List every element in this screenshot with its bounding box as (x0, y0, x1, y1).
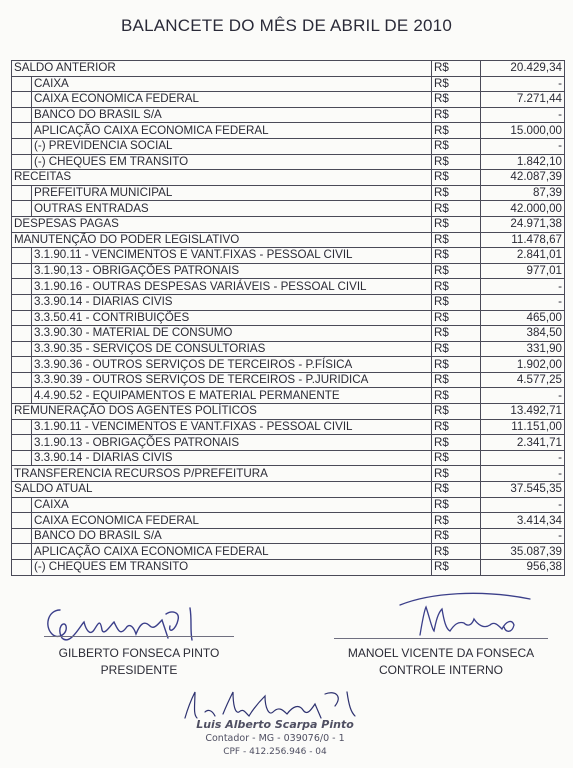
item-row (12, 419, 565, 435)
item-row (12, 341, 565, 357)
row-value: 4.577,25 (481, 372, 565, 388)
row-currency: R$ (432, 138, 481, 154)
row-label: SALDO ATUAL (12, 482, 432, 498)
row-label: PREFEITURA MUNICIPAL (32, 185, 432, 201)
row-indent (12, 201, 32, 217)
row-currency: R$ (432, 404, 481, 420)
row-label: 3.3.90.35 - SERVIÇOS DE CONSULTORIAS (32, 341, 432, 357)
row-label: APLICAÇÃO CAIXA ECONOMICA FEDERAL (32, 123, 432, 139)
row-label: SALDO ANTERIOR (12, 61, 432, 77)
president-role: PRESIDENTE (100, 663, 178, 677)
row-currency: R$ (432, 482, 481, 498)
row-currency: R$ (432, 372, 481, 388)
row-currency: R$ (432, 544, 481, 560)
item-row (12, 372, 565, 388)
section-row (12, 404, 565, 420)
section-row (12, 61, 565, 77)
president-signature (40, 600, 220, 650)
item-row (12, 92, 565, 108)
row-label: 3.3.90.39 - OUTROS SERVIÇOS DE TERCEIROS - P.JURIDICA (32, 372, 432, 388)
row-indent (12, 357, 32, 373)
row-value: 1.842,10 (481, 154, 565, 170)
row-label: CAIXA ECONOMICA FEDERAL (32, 92, 432, 108)
row-indent (12, 107, 32, 123)
row-currency: R$ (432, 419, 481, 435)
document-title: BALANCETE DO MÊS DE ABRIL DE 2010 (121, 16, 452, 35)
row-value: - (481, 466, 565, 482)
row-indent (12, 310, 32, 326)
row-label: 3.1.90.16 - OUTRAS DESPESAS VARIÁVEIS - PESSOAL CIVIL (32, 279, 432, 295)
row-label: 3.1.90,13 - OBRIGAÇÕES PATRONAIS (32, 263, 432, 279)
section-row (12, 216, 565, 232)
row-currency: R$ (432, 326, 481, 342)
row-currency: R$ (432, 341, 481, 357)
row-label: OUTRAS ENTRADAS (32, 201, 432, 217)
row-label: CAIXA (32, 76, 432, 92)
row-label: 3.3.90.14 - DIARIAS CIVIS (32, 450, 432, 466)
row-label: TRANSFERENCIA RECURSOS P/PREFEITURA (12, 466, 432, 482)
accountant-name: Luis Alberto Scarpa Pinto (196, 718, 354, 731)
row-value: 11.478,67 (481, 232, 565, 248)
controller-signature-line (334, 638, 548, 639)
row-value: 37.545,35 (481, 482, 565, 498)
row-label: BANCO DO BRASIL S/A (32, 528, 432, 544)
row-currency: R$ (432, 279, 481, 295)
item-row (12, 435, 565, 451)
row-value: 7.271,44 (481, 92, 565, 108)
row-value: 977,01 (481, 263, 565, 279)
row-indent (12, 92, 32, 108)
row-value: 2.341,71 (481, 435, 565, 451)
balance-table (11, 60, 565, 576)
item-row (12, 263, 565, 279)
row-currency: R$ (432, 497, 481, 513)
row-value: 35.087,39 (481, 544, 565, 560)
row-label: 3.3.90.14 - DIARIAS CIVIS (32, 294, 432, 310)
row-currency: R$ (432, 435, 481, 451)
accountant-cpf: CPF - 412.256.946 - 04 (223, 747, 327, 757)
row-currency: R$ (432, 513, 481, 529)
row-indent (12, 497, 32, 513)
row-indent (12, 326, 32, 342)
row-indent (12, 294, 32, 310)
row-currency: R$ (432, 560, 481, 576)
row-label: CAIXA (32, 497, 432, 513)
row-label: MANUTENÇÃO DO PODER LEGISLATIVO (12, 232, 432, 248)
row-value: 1.902,00 (481, 357, 565, 373)
row-currency: R$ (432, 185, 481, 201)
row-indent (12, 419, 32, 435)
row-label: 4.4.90.52 - EQUIPAMENTOS E MATERIAL PERMANENTE (32, 388, 432, 404)
item-row (12, 528, 565, 544)
controller-name: MANOEL VICENTE DA FONSECA (347, 646, 535, 660)
item-row (12, 450, 565, 466)
row-label: (-) CHEQUES EM TRANSITO (32, 154, 432, 170)
row-currency: R$ (432, 201, 481, 217)
row-currency: R$ (432, 92, 481, 108)
row-indent (12, 154, 32, 170)
row-value: - (481, 450, 565, 466)
item-row (12, 388, 565, 404)
row-value: - (481, 528, 565, 544)
row-value: - (481, 107, 565, 123)
row-indent (12, 513, 32, 529)
section-row (12, 482, 565, 498)
row-indent (12, 185, 32, 201)
row-indent (12, 450, 32, 466)
row-label: 3.3.90.36 - OUTROS SERVIÇOS DE TERCEIROS - P.FÍSICA (32, 357, 432, 373)
row-value: 465,00 (481, 310, 565, 326)
row-indent (12, 76, 32, 92)
row-label: DESPESAS PAGAS (12, 216, 432, 232)
row-label: (-) CHEQUES EM TRANSITO (32, 560, 432, 576)
item-row (12, 497, 565, 513)
row-currency: R$ (432, 232, 481, 248)
item-row (12, 560, 565, 576)
row-indent (12, 388, 32, 404)
row-value: 331,90 (481, 341, 565, 357)
row-value: - (481, 294, 565, 310)
row-value: 3.414,34 (481, 513, 565, 529)
row-currency: R$ (432, 263, 481, 279)
row-value: - (481, 497, 565, 513)
row-value: 42.087,39 (481, 170, 565, 186)
row-value: 956,38 (481, 560, 565, 576)
controller-role: CONTROLE INTERNO (378, 663, 503, 677)
row-currency: R$ (432, 61, 481, 77)
row-currency: R$ (432, 388, 481, 404)
row-label: APLICAÇÃO CAIXA ECONOMICA FEDERAL (32, 544, 432, 560)
row-currency: R$ (432, 450, 481, 466)
item-row (12, 123, 565, 139)
row-indent (12, 372, 32, 388)
section-row (12, 466, 565, 482)
row-indent (12, 279, 32, 295)
row-value: - (481, 279, 565, 295)
item-row (12, 310, 565, 326)
section-row (12, 232, 565, 248)
item-row (12, 294, 565, 310)
row-currency: R$ (432, 294, 481, 310)
item-row (12, 544, 565, 560)
item-row (12, 357, 565, 373)
row-indent (12, 248, 32, 264)
president-name: GILBERTO FONSECA PINTO (58, 646, 220, 660)
row-label: 3.3.90.30 - MATERIAL DE CONSUMO (32, 326, 432, 342)
item-row (12, 138, 565, 154)
row-label: RECEITAS (12, 170, 432, 186)
section-row (12, 170, 565, 186)
row-currency: R$ (432, 466, 481, 482)
row-value: 2.841,01 (481, 248, 565, 264)
row-value: 87,39 (481, 185, 565, 201)
row-currency: R$ (432, 248, 481, 264)
row-value: 15.000,00 (481, 123, 565, 139)
row-value: 24.971,38 (481, 216, 565, 232)
row-value: 11.151,00 (481, 419, 565, 435)
row-label: 3.1.90.13 - OBRIGAÇÕES PATRONAIS (32, 435, 432, 451)
item-row (12, 107, 565, 123)
row-label: 3.1.90.11 - VENCIMENTOS E VANT.FIXAS - PESSOAL CIVIL (32, 248, 432, 264)
row-value: 13.492,71 (481, 404, 565, 420)
row-label: CAIXA ECONOMICA FEDERAL (32, 513, 432, 529)
row-currency: R$ (432, 170, 481, 186)
accountant-registration: Contador - MG - 039076/0 - 1 (205, 733, 345, 744)
president-signature-line (44, 636, 234, 637)
controller-signature (380, 585, 560, 645)
item-row (12, 279, 565, 295)
row-value: - (481, 388, 565, 404)
item-row (12, 201, 565, 217)
item-row (12, 326, 565, 342)
row-indent (12, 341, 32, 357)
row-label: BANCO DO BRASIL S/A (32, 107, 432, 123)
item-row (12, 513, 565, 529)
row-label: 3.3.50.41 - CONTRIBUIÇÕES (32, 310, 432, 326)
row-label: (-) PREVIDENCIA SOCIAL (32, 138, 432, 154)
row-value: - (481, 76, 565, 92)
row-currency: R$ (432, 123, 481, 139)
item-row (12, 248, 565, 264)
balance-table-body (12, 61, 565, 576)
row-indent (12, 435, 32, 451)
row-value: 42.000,00 (481, 201, 565, 217)
item-row (12, 154, 565, 170)
row-indent (12, 560, 32, 576)
row-indent (12, 528, 32, 544)
row-indent (12, 123, 32, 139)
row-value: 384,50 (481, 326, 565, 342)
row-value: - (481, 138, 565, 154)
item-row (12, 76, 565, 92)
row-currency: R$ (432, 357, 481, 373)
row-indent (12, 138, 32, 154)
row-currency: R$ (432, 107, 481, 123)
row-indent (12, 263, 32, 279)
item-row (12, 185, 565, 201)
row-currency: R$ (432, 76, 481, 92)
row-currency: R$ (432, 528, 481, 544)
row-indent (12, 544, 32, 560)
row-currency: R$ (432, 310, 481, 326)
row-value: 20.429,34 (481, 61, 565, 77)
row-currency: R$ (432, 216, 481, 232)
row-label: 3.1.90.11 - VENCIMENTOS E VANT.FIXAS - PESSOAL CIVIL (32, 419, 432, 435)
row-label: REMUNERAÇÃO DOS AGENTES POLÍTICOS (12, 404, 432, 420)
row-currency: R$ (432, 154, 481, 170)
